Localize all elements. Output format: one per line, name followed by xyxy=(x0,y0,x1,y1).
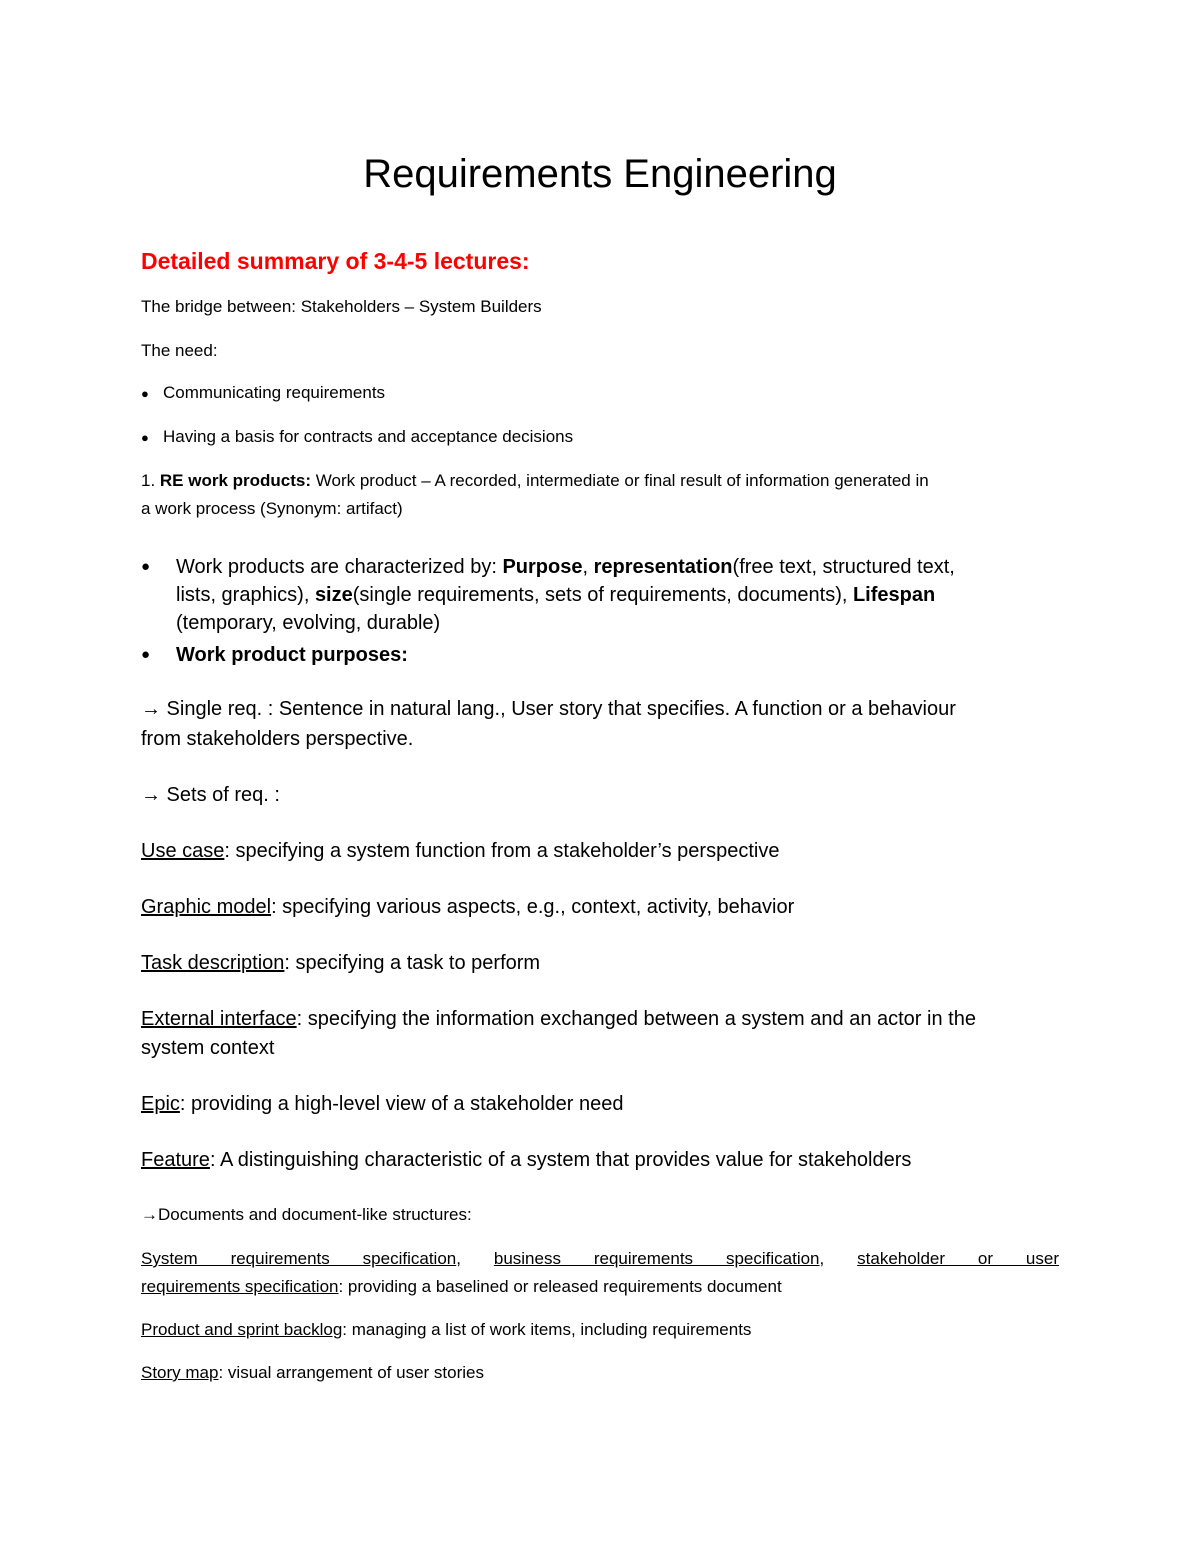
bullet-icon: ● xyxy=(141,558,151,575)
bullet-icon: ● xyxy=(141,386,149,401)
single-req-line-2: from stakeholders perspective. xyxy=(141,728,414,750)
definition-graphic-model: Graphic model: specifying various aspects, e.g., context, activity, behavior xyxy=(141,896,795,918)
bullet-icon: ● xyxy=(141,430,149,445)
document-title: Requirements Engineering xyxy=(363,152,837,196)
backlog-line: Product and sprint backlog: managing a list of work items, including requirements xyxy=(141,1320,752,1339)
definition-external-interface: External interface: specifying the information exchanged between a system and an actor in the xyxy=(141,1008,976,1030)
definition-task-description: Task description: specifying a task to perform xyxy=(141,952,541,974)
section-1-line-2: a work process (Synonym: artifact) xyxy=(141,499,403,518)
arrow-icon: → xyxy=(141,698,161,720)
story-map-line: Story map: visual arrangement of user stories xyxy=(141,1363,484,1382)
characterized-line-3: (temporary, evolving, durable) xyxy=(176,612,441,634)
characterized-line-2: lists, graphics), size(single requirements, sets of requirements, documents), Lifespan xyxy=(176,584,936,606)
re-work-products-term: RE work products: xyxy=(159,471,312,490)
arrow-icon: → xyxy=(141,1205,158,1224)
need-item: ● Having a basis for contracts and acceptance decisions xyxy=(141,425,573,450)
bullet-icon: ● xyxy=(141,646,151,663)
work-product-purposes: Work product purposes: xyxy=(176,644,408,666)
definition-epic: Epic: providing a high-level view of a stakeholder need xyxy=(141,1093,624,1115)
specs-line-2: requirements specification: providing a baselined or released requirements document xyxy=(141,1277,782,1296)
definition-external-interface-line-2: system context xyxy=(141,1037,275,1059)
documents-label-line: →Documents and document-like structures: xyxy=(141,1205,472,1224)
summary-heading: Detailed summary of 3-4-5 lectures: xyxy=(141,248,530,274)
section-1-line-1: 1. RE work products: Work product – A recorded, intermediate or final result of information generated in xyxy=(141,471,929,490)
need-item: ● Communicating requirements xyxy=(141,381,385,406)
bridge-line: The bridge between: Stakeholders – System Builders xyxy=(141,297,542,316)
sets-req-line: → Sets of req. : xyxy=(141,784,280,806)
specs-line-1: System requirements specification, business requirements specification, stakeholder or user xyxy=(141,1249,1060,1268)
single-req-line-1: → Single req. : Sentence in natural lang., User story that specifies. A function or a behaviour xyxy=(141,698,956,720)
characterized-line-1: Work products are characterized by: Purpose, representation(free text, structured text, xyxy=(176,556,955,578)
arrow-icon: → xyxy=(141,784,161,806)
definition-feature: Feature: A distinguishing characteristic of a system that provides value for stakeholders xyxy=(141,1149,912,1171)
definition-use-case: Use case: specifying a system function from a stakeholder’s perspective xyxy=(141,840,780,862)
need-label: The need: xyxy=(141,341,218,360)
